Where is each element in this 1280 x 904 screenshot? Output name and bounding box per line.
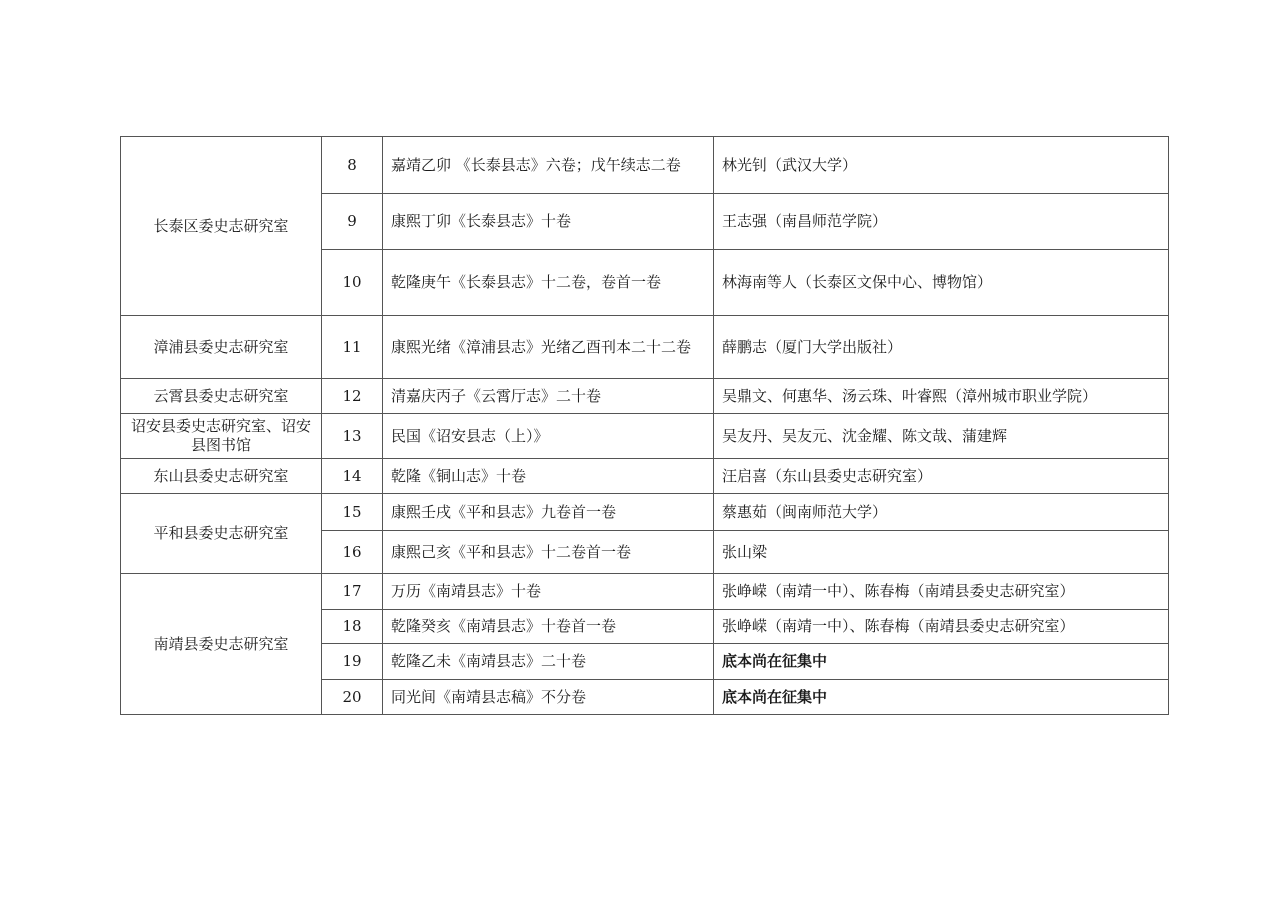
records-table <box>120 136 1169 715</box>
editor-cell: 蔡惠茹（闽南师范大学） <box>714 494 1169 531</box>
row-number: 12 <box>322 379 383 414</box>
editor-cell: 薛鹏志（厦门大学出版社） <box>714 316 1169 379</box>
gazetteer-title: 康熙丁卯《长泰县志》十卷 <box>383 194 714 250</box>
org-cell: 云霄县委史志研究室 <box>121 379 322 414</box>
gazetteer-title: 同光间《南靖县志稿》不分卷 <box>383 680 714 715</box>
gazetteer-title: 清嘉庆丙子《云霄厅志》二十卷 <box>383 379 714 414</box>
row-number: 10 <box>322 250 383 316</box>
row-number: 11 <box>322 316 383 379</box>
gazetteer-title: 万历《南靖县志》十卷 <box>383 574 714 610</box>
editor-cell: 王志强（南昌师范学院） <box>714 194 1169 250</box>
gazetteer-title: 乾隆庚午《长泰县志》十二卷，卷首一卷 <box>383 250 714 316</box>
row-number: 20 <box>322 680 383 715</box>
editor-cell: 吴鼎文、何惠华、汤云珠、叶睿熙（漳州城市职业学院） <box>714 379 1169 414</box>
gazetteer-title: 嘉靖乙卯 《长泰县志》六卷；戊午续志二卷 <box>383 137 714 194</box>
editor-cell: 张峥嵘（南靖一中）、陈春梅（南靖县委史志研究室） <box>714 574 1169 610</box>
row-number: 18 <box>322 610 383 644</box>
table-row <box>121 414 1169 459</box>
row-number: 16 <box>322 531 383 574</box>
row-number: 9 <box>322 194 383 250</box>
row-number: 8 <box>322 137 383 194</box>
row-number: 14 <box>322 459 383 494</box>
org-cell: 南靖县委史志研究室 <box>121 574 322 715</box>
editor-cell: 底本尚在征集中 <box>714 680 1169 715</box>
org-cell: 东山县委史志研究室 <box>121 459 322 494</box>
editor-cell: 底本尚在征集中 <box>714 644 1169 680</box>
row-number: 13 <box>322 414 383 459</box>
editor-cell: 林光钊（武汉大学） <box>714 137 1169 194</box>
table-row <box>121 459 1169 494</box>
table-row <box>121 379 1169 414</box>
table-row <box>121 574 1169 610</box>
editor-cell: 张峥嵘（南靖一中）、陈春梅（南靖县委史志研究室） <box>714 610 1169 644</box>
gazetteer-title: 康熙壬戌《平和县志》九卷首一卷 <box>383 494 714 531</box>
table-row <box>121 316 1169 379</box>
row-number: 15 <box>322 494 383 531</box>
org-cell: 漳浦县委史志研究室 <box>121 316 322 379</box>
editor-cell: 张山梁 <box>714 531 1169 574</box>
org-cell: 诏安县委史志研究室、诏安县图书馆 <box>121 414 322 459</box>
org-cell: 平和县委史志研究室 <box>121 494 322 574</box>
editor-cell: 林海南等人（长泰区文保中心、博物馆） <box>714 250 1169 316</box>
gazetteer-title: 乾隆《铜山志》十卷 <box>383 459 714 494</box>
table-row <box>121 494 1169 531</box>
editor-cell: 汪启喜（东山县委史志研究室） <box>714 459 1169 494</box>
gazetteer-title: 康熙光绪《漳浦县志》光绪乙酉刊本二十二卷 <box>383 316 714 379</box>
table-row <box>121 137 1169 194</box>
row-number: 17 <box>322 574 383 610</box>
gazetteer-title: 乾隆乙未《南靖县志》二十卷 <box>383 644 714 680</box>
gazetteer-title: 康熙己亥《平和县志》十二卷首一卷 <box>383 531 714 574</box>
org-cell: 长泰区委史志研究室 <box>121 137 322 316</box>
gazetteer-title: 民国《诏安县志（上）》 <box>383 414 714 459</box>
gazetteer-title: 乾隆癸亥《南靖县志》十卷首一卷 <box>383 610 714 644</box>
row-number: 19 <box>322 644 383 680</box>
editor-cell: 吴友丹、吴友元、沈金耀、陈文哉、蒲建辉 <box>714 414 1169 459</box>
